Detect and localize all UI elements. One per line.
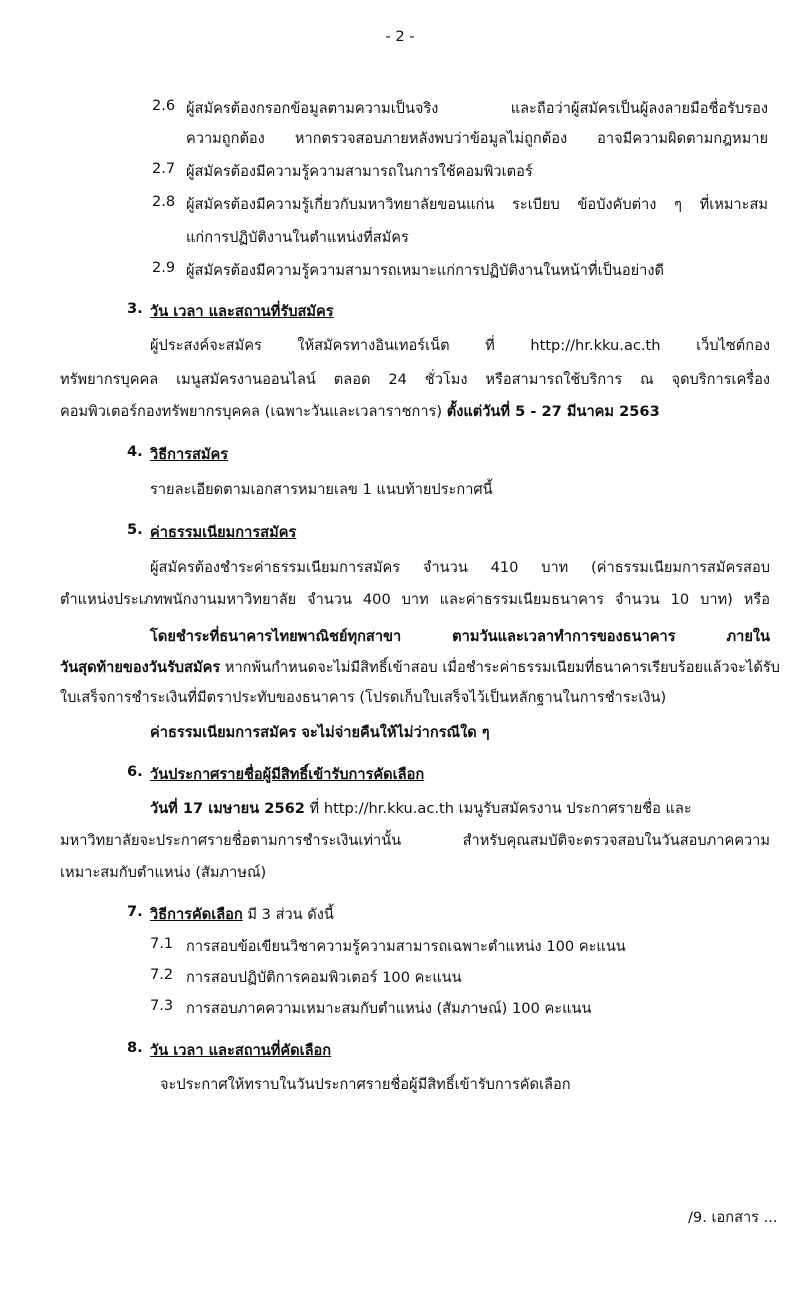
item-number: 2.7	[152, 160, 176, 177]
announcement-date: วันที่ 17 เมษายน 2562	[150, 800, 305, 817]
list-item-text: การสอบข้อเขียนวิชาความรู้ความสามารถเฉพาะตำแหน่ง 100 คะแนน	[186, 938, 626, 955]
section-heading-line	[150, 903, 334, 926]
continuation-marker: /9. เอกสาร ...	[688, 1209, 778, 1226]
paragraph-line: ผู้ประสงค์จะสมัคร ให้สมัครทางอินเทอร์เน็ต ที่ http://hr.kku.ac.th เว็บไซต์กอง	[150, 337, 770, 354]
paragraph-line: รายละเอียดตามเอกสารหมายเลข 1 แนบท้ายประกาศนี้	[150, 481, 493, 498]
paragraph-text: คอมพิวเตอร์กองทรัพยากรบุคคล (เฉพาะวันและเวลาราชการ)	[60, 403, 447, 420]
paragraph-line	[60, 400, 660, 423]
paragraph-bold: วันสุดท้ายของวันรับสมัคร	[60, 659, 221, 676]
list-item-text: การสอบปฏิบัติการคอมพิวเตอร์ 100 คะแนน	[186, 969, 462, 986]
list-item-text: แก่การปฏิบัติงานในตำแหน่งที่สมัคร	[186, 229, 409, 246]
paragraph-line: ตำแหน่งประเภทพนักงานมหาวิทยาลัย จำนวน 400 บาท และค่าธรรมเนียมธนาคาร จำนวน 10 บาท) หรือ	[60, 591, 770, 608]
list-item-text: ผู้สมัครต้องมีความรู้ความสามารถในการใช้คอมพิวเตอร์	[186, 163, 533, 180]
section-heading: วิธีการสมัคร	[150, 446, 229, 463]
list-item-text: การสอบภาคความเหมาะสมกับตำแหน่ง (สัมภาษณ์) 100 คะแนน	[186, 1000, 592, 1017]
item-number: 7.1	[150, 935, 174, 952]
list-item-text: ผู้สมัครต้องมีความรู้เกี่ยวกับมหาวิทยาลัยขอนแก่น ระเบียบ ข้อบังคับต่าง ๆ ที่เหมาะสม	[186, 196, 768, 213]
paragraph-line	[150, 797, 692, 820]
list-item-text: ความถูกต้อง หากตรวจสอบภายหลังพบว่าข้อมูลไม่ถูกต้อง อาจมีความผิดตามกฎหมาย	[186, 130, 768, 147]
section-heading-suffix: มี 3 ส่วน ดังนี้	[242, 906, 334, 923]
section-heading: วิธีการคัดเลือก	[150, 906, 243, 923]
paragraph-line: เหมาะสมกับตำแหน่ง (สัมภาษณ์)	[60, 864, 267, 881]
list-item-text: ผู้สมัครต้องมีความรู้ความสามารถเหมาะแก่การปฏิบัติงานในหน้าที่เป็นอย่างดี	[186, 262, 664, 279]
section-heading: ค่าธรรมเนียมการสมัคร	[150, 524, 297, 541]
paragraph-line	[60, 656, 780, 679]
section-number: 8.	[127, 1039, 143, 1056]
item-number: 7.3	[150, 997, 174, 1014]
list-item-text: ผู้สมัครต้องกรอกข้อมูลตามความเป็นจริง และถือว่าผู้สมัครเป็นผู้ลงลายมือชื่อรับรอง	[186, 100, 768, 117]
page-number: - 2 -	[385, 28, 415, 45]
section-number: 4.	[127, 443, 143, 460]
paragraph-line: ทรัพยากรบุคคล เมนูสมัครงานออนไลน์ ตลอด 24 ชั่วโมง หรือสามารถใช้บริการ ณ จุดบริการเครื่อง	[60, 371, 770, 388]
section-number: 7.	[127, 903, 143, 920]
paragraph-line: ใบเสร็จการชำระเงินที่มีตราประทับของธนาคาร (โปรดเก็บใบเสร็จไว้เป็นหลักฐานในการชำระเงิน)	[60, 689, 667, 706]
section-number: 3.	[127, 300, 143, 317]
item-number: 2.8	[152, 193, 176, 210]
item-number: 7.2	[150, 966, 174, 983]
application-dates: ตั้งแต่วันที่ 5 - 27 มีนาคม 2563	[446, 403, 660, 420]
item-number: 2.6	[152, 97, 176, 114]
paragraph-line: มหาวิทยาลัยจะประกาศรายชื่อตามการชำระเงินเท่านั้น สำหรับคุณสมบัติจะตรวจสอบในวันสอบภาคความ	[60, 832, 770, 849]
item-number: 2.9	[152, 259, 176, 276]
section-number: 5.	[127, 521, 143, 538]
section-heading: วัน เวลา และสถานที่รับสมัคร	[150, 303, 334, 320]
notice-line: ค่าธรรมเนียมการสมัคร จะไม่จ่ายคืนให้ไม่ว่ากรณีใด ๆ	[150, 724, 490, 741]
paragraph-text: หากพ้นกำหนดจะไม่มีสิทธิ์เข้าสอบ เมื่อชำระค่าธรรมเนียมที่ธนาคารเรียบร้อยแล้วจะได้รับ	[220, 659, 780, 676]
section-heading: วัน เวลา และสถานที่คัดเลือก	[150, 1042, 332, 1059]
paragraph-line: ผู้สมัครต้องชำระค่าธรรมเนียมการสมัคร จำนวน 410 บาท (ค่าธรรมเนียมการสมัครสอบ	[150, 559, 770, 576]
paragraph-text: ที่ http://hr.kku.ac.th เมนูรับสมัครงาน ประกาศรายชื่อ และ	[304, 800, 692, 817]
paragraph-line: จะประกาศให้ทราบในวันประกาศรายชื่อผู้มีสิทธิ์เข้ารับการคัดเลือก	[160, 1076, 571, 1093]
section-heading: วันประกาศรายชื่อผู้มีสิทธิ์เข้ารับการคัดเลือก	[150, 766, 425, 783]
paragraph-line: โดยชำระที่ธนาคารไทยพาณิชย์ทุกสาขา ตามวันและเวลาทำการของธนาคาร ภายใน	[150, 628, 770, 645]
section-number: 6.	[127, 763, 143, 780]
